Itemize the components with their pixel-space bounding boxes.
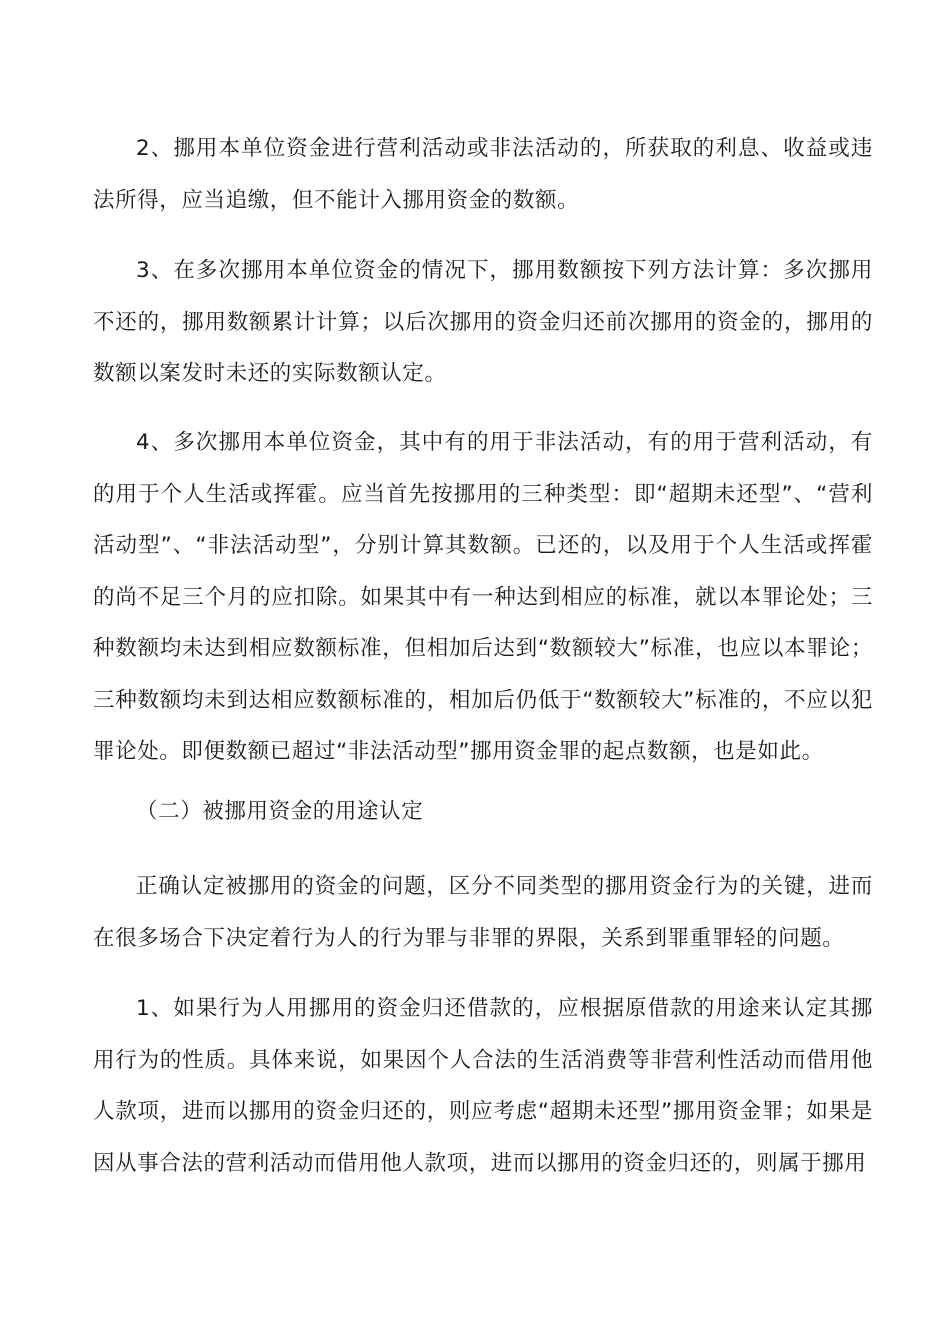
section-intro-paragraph: 正确认定被挪用的资金的问题，区分不同类型的挪用资金行为的关键，进而在很多场合下决定着行为人的行为罪与非罪的界限，关系到罪重罪轻的问题。 bbox=[93, 874, 873, 951]
paragraph-item-4: 4、多次挪用本单位资金，其中有的用于非法活动，有的用于营利活动，有的用于个人生活或挥霍。应当首先按挪用的三种类型：即“超期未还型”、“营利活动型”、“非法活动型”，分别计算其数额。已还的，以及用于个人生活或挥霍的尚不足三个月的应扣除。如果其中有一种达到相应的标准，就以本罪论处；三种数额均未达到相应数额标准，但相加后达到“数额较大”标准，也应以本罪论；三种数额均未到达相应数额标准的，相加后仍低于“数额较大”标准的，不应以犯罪论处。即便数额已超过“非法活动型”挪用资金罪的起点数额，也是如此。 bbox=[93, 430, 873, 764]
paragraph-item-3: 3、在多次挪用本单位资金的情况下，挪用数额按下列方法计算：多次挪用不还的，挪用数额累计计算；以后次挪用的资金归还前次挪用的资金的，挪用的数额以案发时未还的实际数额认定。 bbox=[93, 258, 873, 386]
section-paragraph-item-1: 1、如果行为人用挪用的资金归还借款的，应根据原借款的用途来认定其挪用行为的性质。具体来说，如果因个人合法的生活消费等非营利性活动而借用他人款项，进而以挪用的资金归还的，则应考虑“超期未还型”挪用资金罪；如果是因从事合法的营利活动而借用他人款项，进而以挪用的资金归还的，则属于挪用 bbox=[93, 996, 873, 1176]
section-heading: （二）被挪用资金的用途认定 bbox=[136, 799, 424, 824]
paragraph-item-2: 2、挪用本单位资金进行营利活动或非法活动的，所获取的利息、收益或违法所得，应当追缴，但不能计入挪用资金的数额。 bbox=[93, 136, 873, 213]
